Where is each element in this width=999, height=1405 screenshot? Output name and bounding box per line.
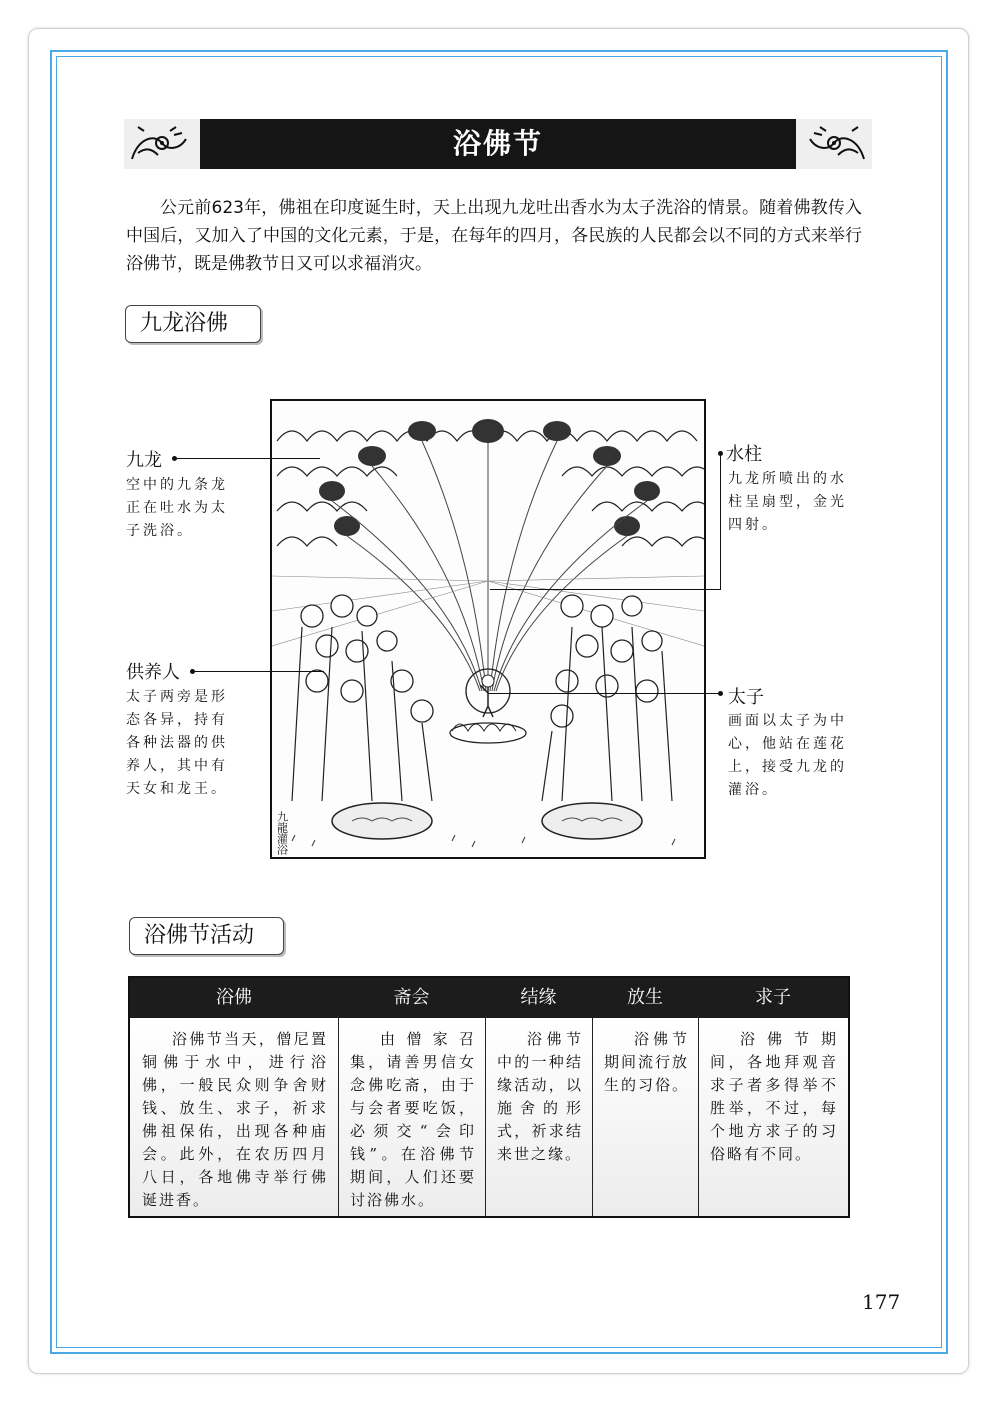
- callout-text-prince: 画面以太子为中心，他站在莲花上，接受九龙的灌浴。: [728, 713, 847, 798]
- table-column-divider: [592, 1018, 593, 1216]
- intro-text: 公元前623年，佛祖在印度诞生时，天上出现九龙吐出香水为太子洗浴的情景。随着佛教传入中国后，又加入了中国的文化元素，于是，在每年的四月，各民族的人民都会以不同的方式来举行浴佛节，既是佛教节日又可以求福消灾。: [126, 198, 862, 274]
- illustration-drawing: [272, 401, 704, 857]
- callout-title-donors: 供养人: [126, 662, 180, 683]
- table-cell-bathing: 浴佛节当天，僧尼置铜佛于水中，进行浴佛，一般民众则争舍财钱、放生、求子，祈求佛祖保佑，出现各种庙会。此外，在农历四月八日，各地佛寺举行佛诞进香。: [142, 1030, 328, 1209]
- callout-text-dragons: 空中的九条龙正在吐水为太子洗浴。: [126, 477, 228, 539]
- callout-text-water: 九龙所喷出的水柱呈扇型，金光四射。: [728, 471, 847, 533]
- table-header-vegetarian-feast: 斋会: [393, 987, 430, 1008]
- callout-title-water: 水柱: [726, 444, 762, 465]
- table-header-forming-bonds: 结缘: [520, 987, 557, 1008]
- callout-text-donors: 太子两旁是形态各异，持有各种法器的供养人，其中有天女和龙王。: [126, 689, 228, 797]
- callout-line-dragons: [176, 458, 320, 459]
- table-cell-praying-for-children: 浴佛节期间，各地拜观音求子者多得举不胜举，不过，每个地方求子的习俗略有不同。: [710, 1030, 838, 1163]
- table-column-divider: [485, 1018, 486, 1216]
- table-cell-vegetarian-feast: 由僧家召集，请善男信女念佛吃斋，由于与会者要吃饭，必须交“会印钱”。在浴佛节期间，人们还要讨浴佛水。: [350, 1030, 476, 1209]
- section-heading-nine-dragons: 九龙浴佛: [125, 305, 261, 343]
- table-column-divider: [338, 1018, 339, 1216]
- page-title: 浴佛节: [452, 127, 543, 160]
- nine-dragons-bathing-illustration: [270, 399, 706, 859]
- intro-paragraph: [126, 194, 862, 278]
- page-number: 177: [862, 1290, 901, 1314]
- table-cell-releasing-life: 浴佛节期间流行放生的习俗。: [604, 1030, 690, 1094]
- activities-table: [128, 976, 850, 1218]
- callout-title-dragons: 九龙: [126, 450, 162, 471]
- callout-line-prince: [488, 693, 720, 694]
- title-banner: [124, 119, 872, 169]
- illustration-caption: 九龍灌浴: [275, 811, 289, 855]
- section-heading-activities: 浴佛节活动: [129, 917, 284, 955]
- callout-line-water-horizontal: [490, 589, 721, 590]
- dragon-ornament-right-icon: [796, 119, 872, 169]
- table-header-releasing-life: 放生: [627, 987, 663, 1008]
- table-header-praying-for-children: 求子: [755, 987, 791, 1008]
- table-column-divider: [698, 1018, 699, 1216]
- table-header-bathing: 浴佛: [216, 987, 252, 1008]
- callout-line-water-vertical: [720, 453, 721, 589]
- table-cell-forming-bonds: 浴佛节中的一种结缘活动，以施舍的形式，祈求结来世之缘。: [497, 1030, 583, 1163]
- table-header-row: [130, 978, 848, 1018]
- callout-title-prince: 太子: [728, 687, 764, 708]
- callout-line-donors: [194, 671, 324, 672]
